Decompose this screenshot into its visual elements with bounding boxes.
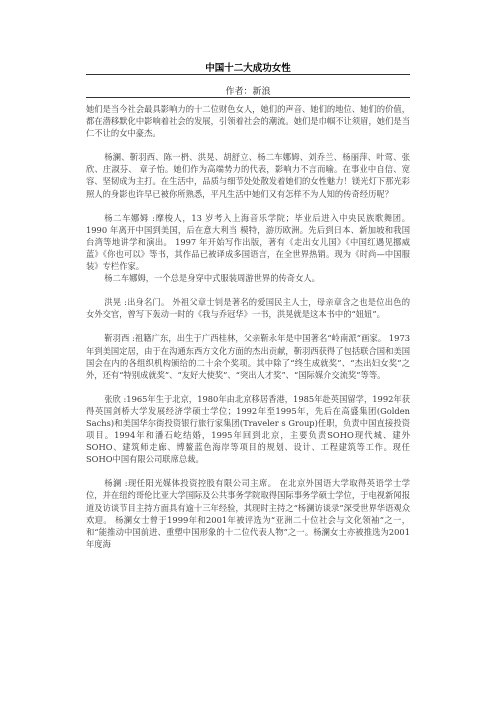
- paragraph-jin-yuxi: 靳羽西 :祖籍广东，出生于广西桂林，父亲靳永年是中国著名“岭南派”画家。 1973 年到美国定居，由于在沟通东西方文化方面的杰出贡献，靳羽西获得了包括联合国和美国国会在内的各组织机构颁给的二十余个奖项。其中除了“终生成就奖”、“杰出妇女奖”之外，还有“特别成就奖”、“友好大使奖”、“突出人才奖”、“国际媒介交流奖”等等。: [86, 333, 410, 380]
- paragraph-yang-erche-namu: 杨二车娜姆 :摩梭人，13 岁考入上海音乐学院；毕业后进入中央民族歌舞团。 1990 年离开中国到美国，后在意大利当 模特，游历欧洲。先后到日本、新加坡和我国台湾等地讲学和演出。 1997 年开始写作出版，著有《走出女儿国》《中国红遇见挪威蓝》《你也可以》等书，其作品已被译成多国语言，在全世界热销。现为《时尚—中国服装》专栏作家。: [86, 212, 410, 272]
- paragraph-yang-erche-namu-summary: 杨二车娜姆，一个总是身穿中式服装周游世界的传奇女人。: [104, 273, 320, 284]
- paragraph-hong-huang: 洪晃 :出身名门。 外祖父章士钊是著名的爱国民主人士，母亲章含之也是位出色的女外交官，曾写下轰动一时的《我与乔冠华》一书，洪晃就是这本书中的“妞妞”。: [86, 297, 410, 320]
- byline: 作者：新浪: [225, 87, 271, 97]
- article-body: [86, 103, 410, 562]
- paragraph-intro: 她们是当今社会最具影响力的十二位财色女人，她们的声音、她们的地位、她们的价值，都在潜移默化中影响着社会的发展，引领着社会的潮流。她们是巾帼不让须眉，她们是当仁不让的女中豪杰。: [86, 104, 410, 139]
- paragraph-list-of-women: 杨澜、靳羽西、陈一枬、洪晃、胡舒立、杨二车娜姆、刘乔兰、杨丽萍、叶莺、张欣、庄淑芬、 章子怡。她们作为高端势力的代表，影响力不言而喻。在事业中自信、宽容、坚韧成为主打。在生活中，品质与细节处处散发着她们的女性魅力！镁光灯下那光彩照人的身影也许早已被你所熟悉，平凡生活中她们又有怎样不为人知的传奇经历呢？: [86, 152, 410, 199]
- byline-divider: [86, 97, 410, 98]
- paragraph-zhang-xin: 张欣 :1965年生于北京，1980年由北京移居香港，1985年赴英国留学，1992年获得英国剑桥大学发展经济学硕士学位；1992年至1995年，先后在高盛集团(Golden Sachs)和美国华尔街投资银行旅行家集团(Traveler s Group)任职，负责中国直接投资项目。1994年和潘石屹结婚，1995年回到北京，主要负责SOHO现代城、建外SOHO、建筑师走廊、博鳌蓝色海岸等项目的规划、设计、工程建筑等工作。现任SOHO中国有限公司联席总裁。: [86, 393, 410, 465]
- paragraph-yang-lan: 杨澜 :现任阳光媒体投资控股有限公司主席。 在北京外国语大学取得英语学士学位，并在纽约哥伦比亚大学国际及公共事务学院取得国际事务学硕士学位，于电视新闻报道及访谈节目主持方面具有逾十三年经验，其现时主持之“杨澜访谈录”深受世界华语观众欢迎。 杨澜女士曾于1999年和2001年被评选为“亚洲二十位社会与文化领袖”之一，和“能推动中国前进、重塑中国形象的十二位代表人物”之一。杨澜女士亦被推选为2001年度海: [86, 478, 410, 549]
- title-divider: [86, 74, 410, 75]
- document-title: 中国十二大成功女性: [205, 63, 291, 74]
